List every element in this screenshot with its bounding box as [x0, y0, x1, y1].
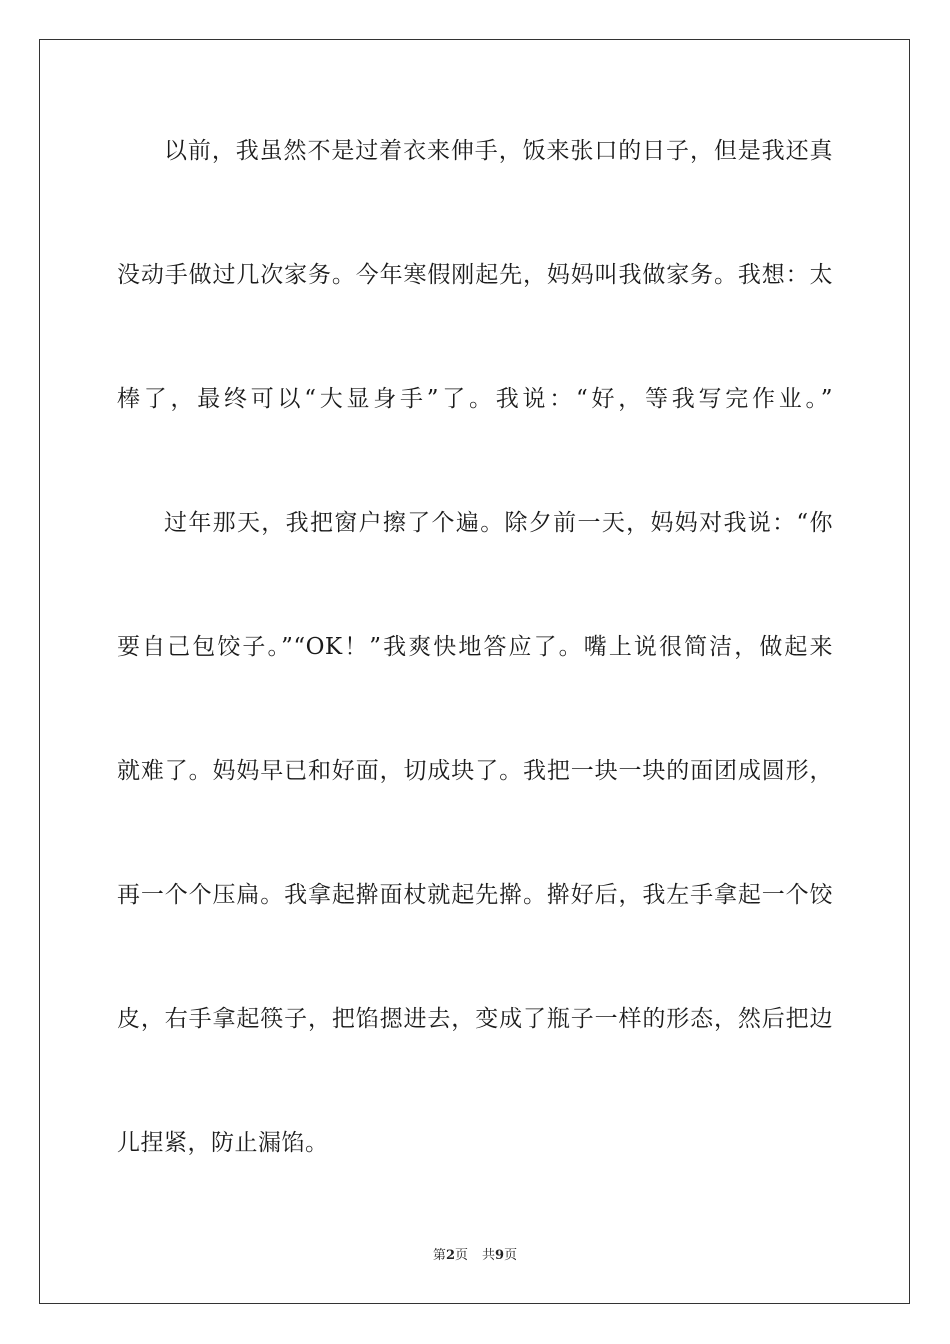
total-pages: 9	[495, 1248, 505, 1263]
total-prefix: 共	[482, 1248, 496, 1263]
paragraph-1-line-1: 以前，我虽然不是过着衣来伸手，饭来张口的日子，但是我还真	[164, 138, 833, 164]
paragraph-2-line-3: 就难了。妈妈早已和好面，切成块了。我把一块一块的面团成圆形，	[117, 758, 833, 784]
page-suffix: 页	[454, 1248, 468, 1263]
page-number: 2	[445, 1248, 455, 1263]
page-footer	[0, 1246, 950, 1266]
paragraph-2-line-1: 过年那天，我把窗户擦了个遍。除夕前一天，妈妈对我说：“你	[164, 510, 833, 536]
paragraph-2-line-6: 儿捏紧，防止漏馅。	[117, 1130, 329, 1156]
paragraph-2-line-5: 皮，右手拿起筷子，把馅摁进去，变成了瓶子一样的形态，然后把边	[117, 1006, 833, 1032]
paragraph-2-line-2: 要自己包饺子。”“OK！”我爽快地答应了。嘴上说很简洁，做起来	[117, 634, 833, 660]
page-prefix: 第	[432, 1248, 446, 1263]
total-suffix: 页	[504, 1248, 518, 1263]
paragraph-2-line-4: 再一个个压扁。我拿起擀面杖就起先擀。擀好后，我左手拿起一个饺	[117, 882, 833, 908]
paragraph-1-line-3: 棒了，最终可以“大显身手”了。我说：“好，等我写完作业。”	[117, 386, 833, 412]
paragraph-1-line-2: 没动手做过几次家务。今年寒假刚起先，妈妈叫我做家务。我想：太	[117, 262, 833, 288]
page-border	[39, 39, 910, 1304]
